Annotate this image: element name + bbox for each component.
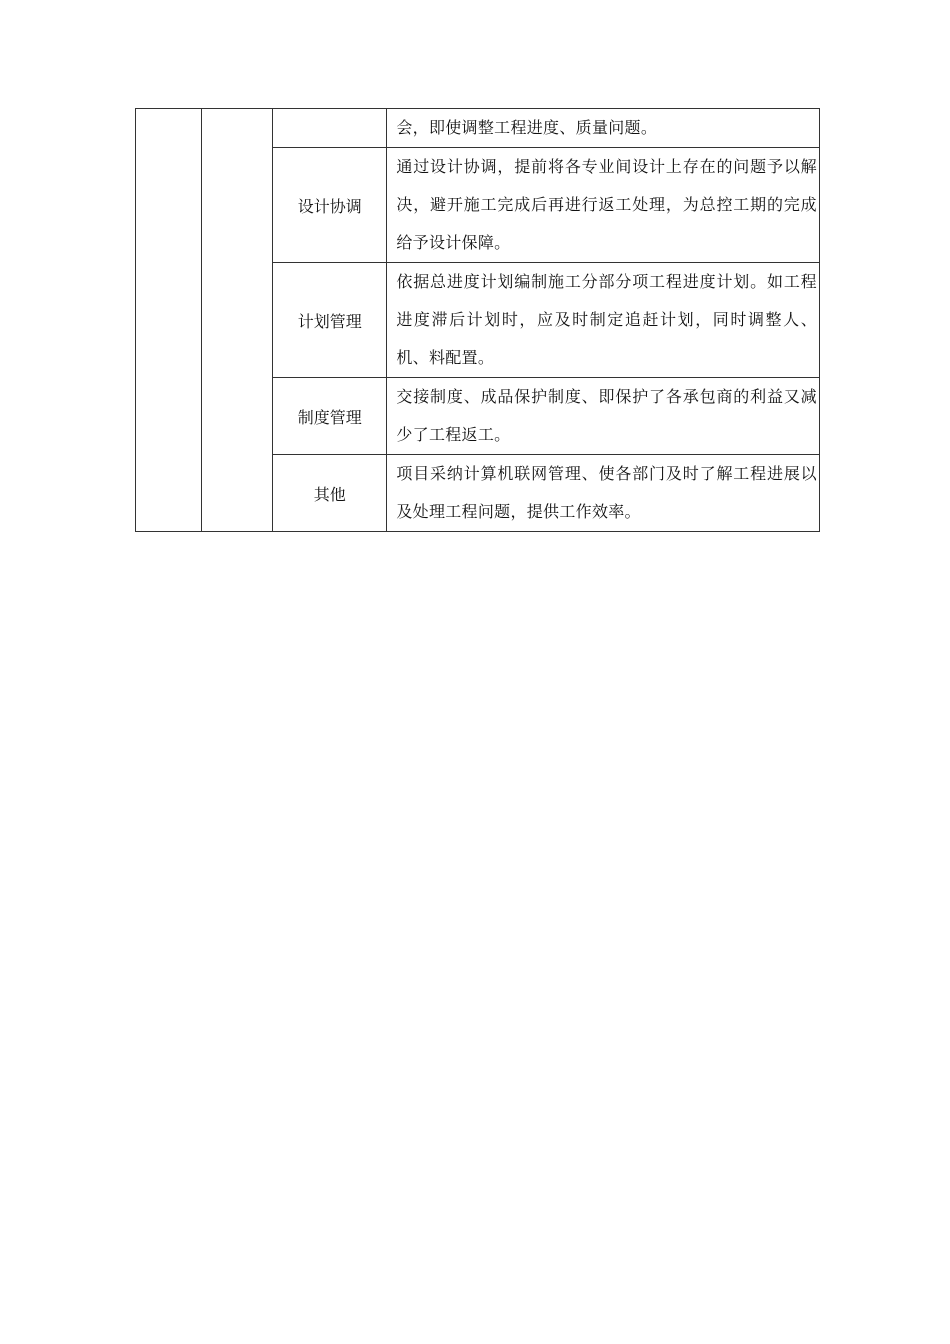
management-measures-table: [135, 108, 820, 532]
row-text-cell: 交接制度、成品保护制度、即保护了各承包商的利益又减少了工程返工。: [387, 378, 820, 455]
row-label-cell: 其他: [273, 455, 387, 532]
row-label-cell: 计划管理: [273, 263, 387, 378]
row-text-cell: 会，即使调整工程进度、质量问题。: [387, 109, 820, 148]
merged-subcategory-cell: [202, 109, 273, 532]
merged-category-cell: [136, 109, 202, 532]
row-text-cell: 通过设计协调，提前将各专业间设计上存在的问题予以解决，避开施工完成后再进行返工处理，为总控工期的完成给予设计保障。: [387, 148, 820, 263]
row-label-cell: 制度管理: [273, 378, 387, 455]
row-text-cell: 项目采纳计算机联网管理、使各部门及时了解工程进展以及处理工程问题，提供工作效率。: [387, 455, 820, 532]
row-label-cell: [273, 109, 387, 148]
row-label-cell: 设计协调: [273, 148, 387, 263]
table-row: [136, 109, 820, 148]
row-text-cell: 依据总进度计划编制施工分部分项工程进度计划。如工程进度滞后计划时，应及时制定追赶计划，同时调整人、机、料配置。: [387, 263, 820, 378]
